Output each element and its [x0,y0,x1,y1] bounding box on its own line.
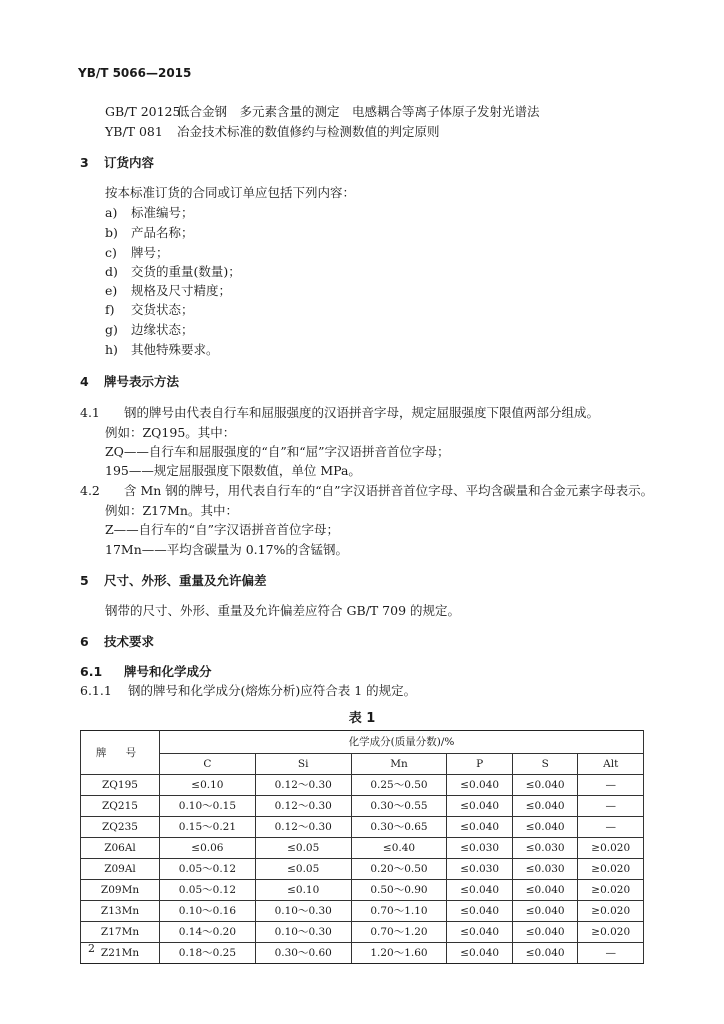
table-cell: ≥0.020 [578,922,644,943]
column-header: S [512,754,578,775]
table-cell: 0.14～0.20 [160,922,256,943]
table-cell: — [578,817,644,838]
example-detail: 17Mn——平均含碳量为 0.17%的含锰钢。 [105,542,348,557]
table-cell: ≤0.040 [512,901,578,922]
list-item [105,205,194,221]
table-row [81,817,644,838]
grade-cell: Z09Al [81,859,160,880]
grade-cell: ZQ195 [81,775,160,796]
table-cell: ≥0.020 [578,880,644,901]
grade-cell: ZQ235 [81,817,160,838]
column-header: Alt [578,754,644,775]
section-number: 5 [80,573,89,588]
section-5-text: 钢带的尺寸、外形、重量及允许偏差应符合 GB/T 709 的规定。 [105,603,460,618]
list-item [105,225,194,241]
table-cell: 0.70～1.20 [351,922,447,943]
list-item-key: d) [105,264,118,279]
table-cell: — [578,943,644,964]
table-cell: 0.50～0.90 [351,880,447,901]
clause-4-2 [80,483,653,499]
table-cell: 0.12～0.30 [255,817,351,838]
column-header: Si [255,754,351,775]
table-cell: 0.10～0.15 [160,796,256,817]
table-cell: ≤0.05 [255,859,351,880]
table-cell: 1.20～1.60 [351,943,447,964]
table-cell: ≤0.040 [447,775,513,796]
grade-cell: Z09Mn [81,880,160,901]
table-cell: ≤0.040 [512,943,578,964]
column-header: Mn [351,754,447,775]
table-row [81,859,644,880]
table-cell: 0.30～0.55 [351,796,447,817]
list-item-text: 标准编号； [131,205,194,220]
table-title: 表 1 [348,711,376,726]
list-item-text: 牌号； [131,245,169,260]
reference-code: GB/T 20125 [105,104,181,119]
table-cell: ≤0.40 [351,838,447,859]
example-detail: ZQ——自行车和屈服强度的“自”和“屈”字汉语拼音首位字母； [105,444,450,459]
column-header: C [160,754,256,775]
table-cell: ≤0.10 [160,775,256,796]
document-code: YB/T 5066—2015 [78,66,192,80]
section-title: 尺寸、外形、重量及允许偏差 [104,573,267,588]
table-cell: 0.30～0.60 [255,943,351,964]
table-row [81,943,644,964]
list-item-key: g) [105,322,118,337]
table-cell: ≤0.030 [447,838,513,859]
reference-line [105,104,540,120]
clause-title: 牌号和化学成分 [124,664,212,679]
table-cell: ≤0.040 [512,775,578,796]
table-cell: ≥0.020 [578,859,644,880]
table-cell: ≥0.020 [578,838,644,859]
list-item [105,264,241,280]
list-item [105,283,231,299]
grade-cell: Z06Al [81,838,160,859]
table-cell: 0.18～0.25 [160,943,256,964]
table-header-row [81,754,644,775]
section-title: 技术要求 [104,634,155,649]
grade-cell: Z21Mn [81,943,160,964]
clause-text: 含 Mn 钢的牌号，用代表自行车的“自”字汉语拼音首位字母、平均含碳量和合金元素字母表示。 [124,483,654,498]
section-3-heading [80,155,154,171]
table-row [81,775,644,796]
list-item-key: a) [105,205,118,220]
table-cell: 0.12～0.30 [255,796,351,817]
section-number: 4 [80,374,89,389]
clause-number: 4.1 [80,405,100,420]
page-number: 2 [88,942,95,955]
table-cell: ≤0.040 [512,796,578,817]
table-cell: 0.15～0.21 [160,817,256,838]
table-cell: ≥0.020 [578,901,644,922]
list-item [105,245,169,261]
list-item-text: 其他特殊要求。 [131,342,219,357]
table-cell: 0.12～0.30 [255,775,351,796]
list-item-text: 产品名称； [131,225,194,240]
list-item-key: e) [105,283,118,298]
column-header: P [447,754,513,775]
section-number: 3 [80,155,89,170]
list-item-key: b) [105,225,118,240]
table-row [81,796,644,817]
table-cell: ≤0.040 [447,901,513,922]
list-item-key: c) [105,245,117,260]
table-cell: — [578,796,644,817]
list-item-text: 规格及尺寸精度； [131,283,232,298]
table-cell: ≤0.030 [512,838,578,859]
composition-table [80,730,644,964]
table-cell: ≤0.05 [255,838,351,859]
clause-4-1 [80,405,599,421]
section-5-heading [80,573,267,589]
grade-cell: ZQ215 [81,796,160,817]
composition-group-header: 化学成分(质量分数)/% [160,731,644,754]
clause-number: 6.1.1 [80,683,112,698]
table-cell: ≤0.06 [160,838,256,859]
table-cell: ≤0.040 [512,922,578,943]
list-item-key: h) [105,342,118,357]
list-item-key: f) [105,302,115,317]
reference-title: 冶金技术标准的数值修约与检测数值的判定原则 [176,124,440,139]
list-item-text: 交货状态； [131,302,194,317]
table-row [81,901,644,922]
section-6-heading [80,634,154,650]
table-cell: ≤0.10 [255,880,351,901]
clause-text: 钢的牌号和化学成分(熔炼分析)应符合表 1 的规定。 [128,683,417,698]
table-cell: ≤0.030 [512,859,578,880]
clause-number: 4.2 [80,483,100,498]
table-cell: ≤0.040 [447,817,513,838]
clause-6-1-heading [80,664,212,680]
example-line: 例如：ZQ195。其中： [105,425,236,440]
table-cell: 0.20～0.50 [351,859,447,880]
table-cell: 0.10～0.30 [255,922,351,943]
list-item [105,322,194,338]
table-cell: 0.05～0.12 [160,880,256,901]
example-line: 例如：Z17Mn。其中： [105,503,238,518]
list-item-text: 交货的重量(数量)； [131,264,241,279]
table-row [81,838,644,859]
table-cell: 0.30～0.65 [351,817,447,838]
grade-cell: Z13Mn [81,901,160,922]
reference-code: YB/T 081 [105,124,163,139]
clause-number: 6.1 [80,664,103,679]
table-cell: 0.25～0.50 [351,775,447,796]
list-item-text: 边缘状态； [131,322,194,337]
reference-title: 低合金钢 多元素含量的测定 电感耦合等离子体原子发射光谱法 [176,104,540,119]
table-row [81,880,644,901]
example-detail: 195——规定屈服强度下限数值，单位 MPa。 [105,463,361,478]
table-cell: 0.10～0.30 [255,901,351,922]
table-cell: 0.70～1.10 [351,901,447,922]
clause-6-1-1 [80,683,416,699]
table-body [81,775,644,964]
table-cell: ≤0.040 [512,880,578,901]
table-header-row [81,731,644,754]
table-cell: — [578,775,644,796]
clause-text: 钢的牌号由代表自行车和屈服强度的汉语拼音字母，规定屈服强度下限值两部分组成。 [124,405,600,420]
table-cell: ≤0.040 [447,796,513,817]
table-cell: 0.05～0.12 [160,859,256,880]
section-number: 6 [80,634,89,649]
table-cell: ≤0.040 [512,817,578,838]
section-title: 牌号表示方法 [104,374,180,389]
reference-line [105,124,440,140]
section-4-heading [80,374,179,390]
section-3-intro: 按本标准订货的合同或订单应包括下列内容： [105,185,356,200]
list-item [105,342,219,358]
example-detail: Z——自行车的“自”字汉语拼音首位字母； [105,522,339,537]
grade-cell: Z17Mn [81,922,160,943]
table-cell: ≤0.030 [447,859,513,880]
table-row [81,922,644,943]
table-cell: ≤0.040 [447,922,513,943]
section-title: 订货内容 [104,155,155,170]
table-cell: ≤0.040 [447,880,513,901]
table-cell: ≤0.040 [447,943,513,964]
list-item [105,302,194,318]
table-cell: 0.10～0.16 [160,901,256,922]
grade-column-header: 牌 号 [81,731,160,775]
